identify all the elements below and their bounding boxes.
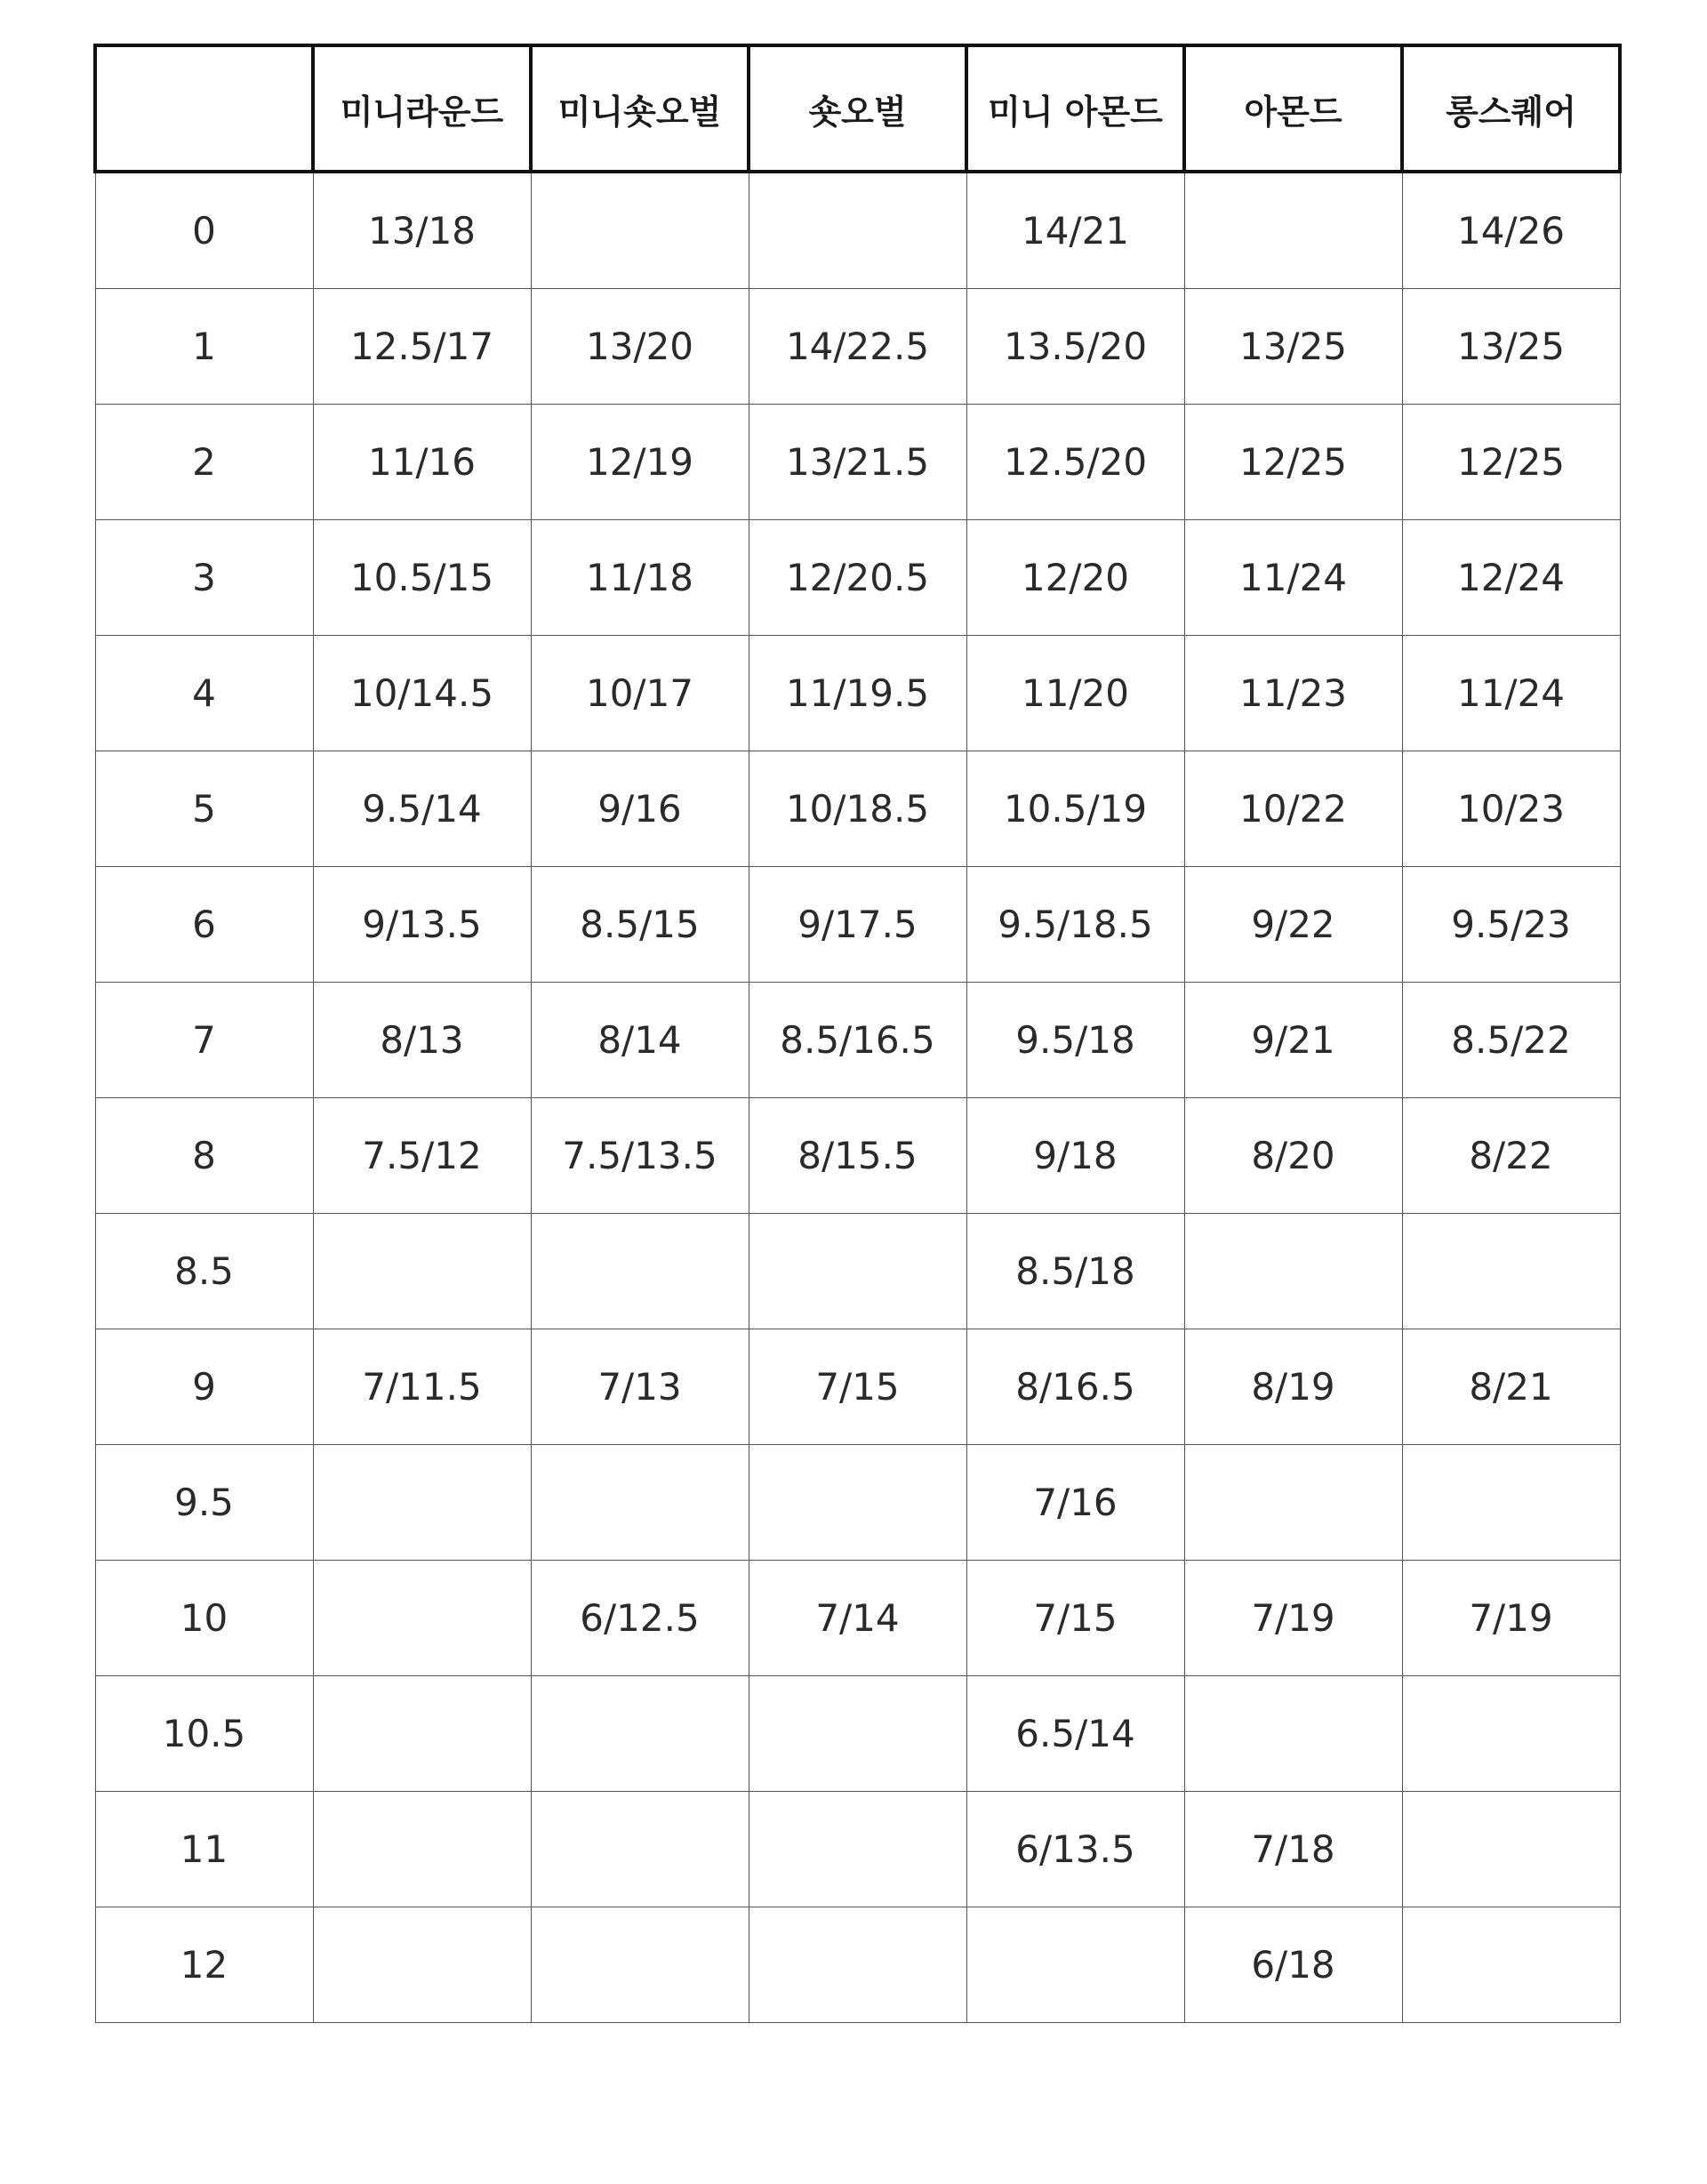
column-header-cell: 미니 아몬드 — [966, 45, 1184, 172]
table-cell — [531, 1907, 749, 2023]
size-label-cell: 9.5 — [95, 1445, 313, 1561]
table-row — [95, 405, 1620, 520]
size-label-cell: 10.5 — [95, 1676, 313, 1792]
table-cell — [313, 1445, 531, 1561]
table-cell: 7/16 — [966, 1445, 1184, 1561]
table-cell: 12/20.5 — [749, 520, 966, 636]
table-cell: 10/23 — [1402, 751, 1620, 867]
table-cell: 13/25 — [1402, 289, 1620, 405]
table-cell — [531, 172, 749, 289]
table-cell: 6/18 — [1184, 1907, 1402, 2023]
table-cell: 7/19 — [1184, 1561, 1402, 1676]
table-cell: 10/17 — [531, 636, 749, 751]
table-cell: 9.5/18.5 — [966, 867, 1184, 983]
table-cell: 9/16 — [531, 751, 749, 867]
size-label-cell: 3 — [95, 520, 313, 636]
table-cell — [1402, 1676, 1620, 1792]
table-cell — [966, 1907, 1184, 2023]
table-cell: 7/11.5 — [313, 1329, 531, 1445]
table-cell: 7/19 — [1402, 1561, 1620, 1676]
table-cell: 7.5/13.5 — [531, 1098, 749, 1214]
table-cell: 9/21 — [1184, 983, 1402, 1098]
table-cell: 9/17.5 — [749, 867, 966, 983]
table-cell — [749, 1445, 966, 1561]
column-header-cell: 롱스퀘어 — [1402, 45, 1620, 172]
table-cell: 11/24 — [1402, 636, 1620, 751]
table-cell: 7/18 — [1184, 1792, 1402, 1907]
table-row — [95, 1098, 1620, 1214]
table-cell: 12/25 — [1184, 405, 1402, 520]
table-cell — [531, 1676, 749, 1792]
table-cell: 12/25 — [1402, 405, 1620, 520]
table-cell: 12/20 — [966, 520, 1184, 636]
table-cell: 8.5/16.5 — [749, 983, 966, 1098]
table-cell — [1402, 1445, 1620, 1561]
table-header — [95, 45, 1620, 172]
size-label-cell: 5 — [95, 751, 313, 867]
table-cell: 8/21 — [1402, 1329, 1620, 1445]
table-cell: 6/12.5 — [531, 1561, 749, 1676]
table-cell: 8/14 — [531, 983, 749, 1098]
table-cell: 14/26 — [1402, 172, 1620, 289]
table-cell: 8/16.5 — [966, 1329, 1184, 1445]
table-cell — [1184, 1676, 1402, 1792]
table-cell: 11/19.5 — [749, 636, 966, 751]
table-row — [95, 289, 1620, 405]
table-cell: 7/13 — [531, 1329, 749, 1445]
size-label-cell: 0 — [95, 172, 313, 289]
table-cell — [749, 172, 966, 289]
table-cell: 8.5/18 — [966, 1214, 1184, 1329]
table-cell: 12.5/20 — [966, 405, 1184, 520]
table-cell — [1184, 1214, 1402, 1329]
table-cell — [313, 1214, 531, 1329]
table-row — [95, 172, 1620, 289]
table-cell — [1184, 172, 1402, 289]
size-label-cell: 8 — [95, 1098, 313, 1214]
table-cell: 6.5/14 — [966, 1676, 1184, 1792]
table-cell: 8/19 — [1184, 1329, 1402, 1445]
size-label-cell: 4 — [95, 636, 313, 751]
table-cell — [1402, 1214, 1620, 1329]
table-cell: 10.5/15 — [313, 520, 531, 636]
column-header-cell: 미니숏오벌 — [531, 45, 749, 172]
table-cell: 10/18.5 — [749, 751, 966, 867]
table-cell: 9/18 — [966, 1098, 1184, 1214]
table-cell — [531, 1445, 749, 1561]
column-header-cell: 미니라운드 — [313, 45, 531, 172]
table-cell: 7.5/12 — [313, 1098, 531, 1214]
column-header-cell: 숏오벌 — [749, 45, 966, 172]
table-cell: 8/20 — [1184, 1098, 1402, 1214]
size-label-cell: 2 — [95, 405, 313, 520]
table-row — [95, 636, 1620, 751]
table-cell: 13.5/20 — [966, 289, 1184, 405]
table-cell: 7/15 — [749, 1329, 966, 1445]
table-row — [95, 520, 1620, 636]
table-cell — [531, 1214, 749, 1329]
table-row — [95, 867, 1620, 983]
size-label-cell: 11 — [95, 1792, 313, 1907]
table-cell: 9.5/18 — [966, 983, 1184, 1098]
table-cell — [1402, 1792, 1620, 1907]
header-row — [95, 45, 1620, 172]
table-row — [95, 983, 1620, 1098]
table-cell — [749, 1214, 966, 1329]
table-cell: 11/23 — [1184, 636, 1402, 751]
table-cell: 7/14 — [749, 1561, 966, 1676]
table-cell: 8.5/15 — [531, 867, 749, 983]
table-cell: 9/13.5 — [313, 867, 531, 983]
column-header-cell: 아몬드 — [1184, 45, 1402, 172]
table-cell: 11/24 — [1184, 520, 1402, 636]
table-cell: 13/18 — [313, 172, 531, 289]
table-cell: 13/20 — [531, 289, 749, 405]
size-label-cell: 6 — [95, 867, 313, 983]
table-cell: 7/15 — [966, 1561, 1184, 1676]
table-cell: 14/21 — [966, 172, 1184, 289]
table-row — [95, 751, 1620, 867]
table-row — [95, 1792, 1620, 1907]
table-cell: 13/25 — [1184, 289, 1402, 405]
table-cell — [313, 1561, 531, 1676]
table-cell — [1402, 1907, 1620, 2023]
table-cell: 13/21.5 — [749, 405, 966, 520]
table-cell — [313, 1676, 531, 1792]
table-cell: 11/18 — [531, 520, 749, 636]
table-cell: 9/22 — [1184, 867, 1402, 983]
table-cell: 8/22 — [1402, 1098, 1620, 1214]
table-cell: 10.5/19 — [966, 751, 1184, 867]
table-body — [95, 172, 1620, 2023]
table-row — [95, 1445, 1620, 1561]
corner-header-cell — [95, 45, 313, 172]
table-row — [95, 1214, 1620, 1329]
table-cell: 14/22.5 — [749, 289, 966, 405]
table-cell: 12/24 — [1402, 520, 1620, 636]
table-row — [95, 1329, 1620, 1445]
table-cell — [749, 1676, 966, 1792]
table-row — [95, 1561, 1620, 1676]
size-label-cell: 8.5 — [95, 1214, 313, 1329]
table-cell: 10/14.5 — [313, 636, 531, 751]
table-cell: 11/16 — [313, 405, 531, 520]
size-label-cell: 7 — [95, 983, 313, 1098]
table-cell — [1184, 1445, 1402, 1561]
table-cell: 9.5/14 — [313, 751, 531, 867]
table-cell — [749, 1907, 966, 2023]
table-cell — [531, 1792, 749, 1907]
table-cell: 8/13 — [313, 983, 531, 1098]
table-cell: 8.5/22 — [1402, 983, 1620, 1098]
table-cell: 12.5/17 — [313, 289, 531, 405]
table-cell: 12/19 — [531, 405, 749, 520]
size-label-cell: 10 — [95, 1561, 313, 1676]
table-cell — [749, 1792, 966, 1907]
table-cell: 8/15.5 — [749, 1098, 966, 1214]
table-row — [95, 1676, 1620, 1792]
table-cell: 10/22 — [1184, 751, 1402, 867]
table-cell: 6/13.5 — [966, 1792, 1184, 1907]
size-label-cell: 1 — [95, 289, 313, 405]
table-cell — [313, 1792, 531, 1907]
table-row — [95, 1907, 1620, 2023]
table-cell: 9.5/23 — [1402, 867, 1620, 983]
size-label-cell: 9 — [95, 1329, 313, 1445]
nail-tip-size-table — [93, 44, 1622, 2023]
size-label-cell: 12 — [95, 1907, 313, 2023]
table-cell — [313, 1907, 531, 2023]
table-cell: 11/20 — [966, 636, 1184, 751]
